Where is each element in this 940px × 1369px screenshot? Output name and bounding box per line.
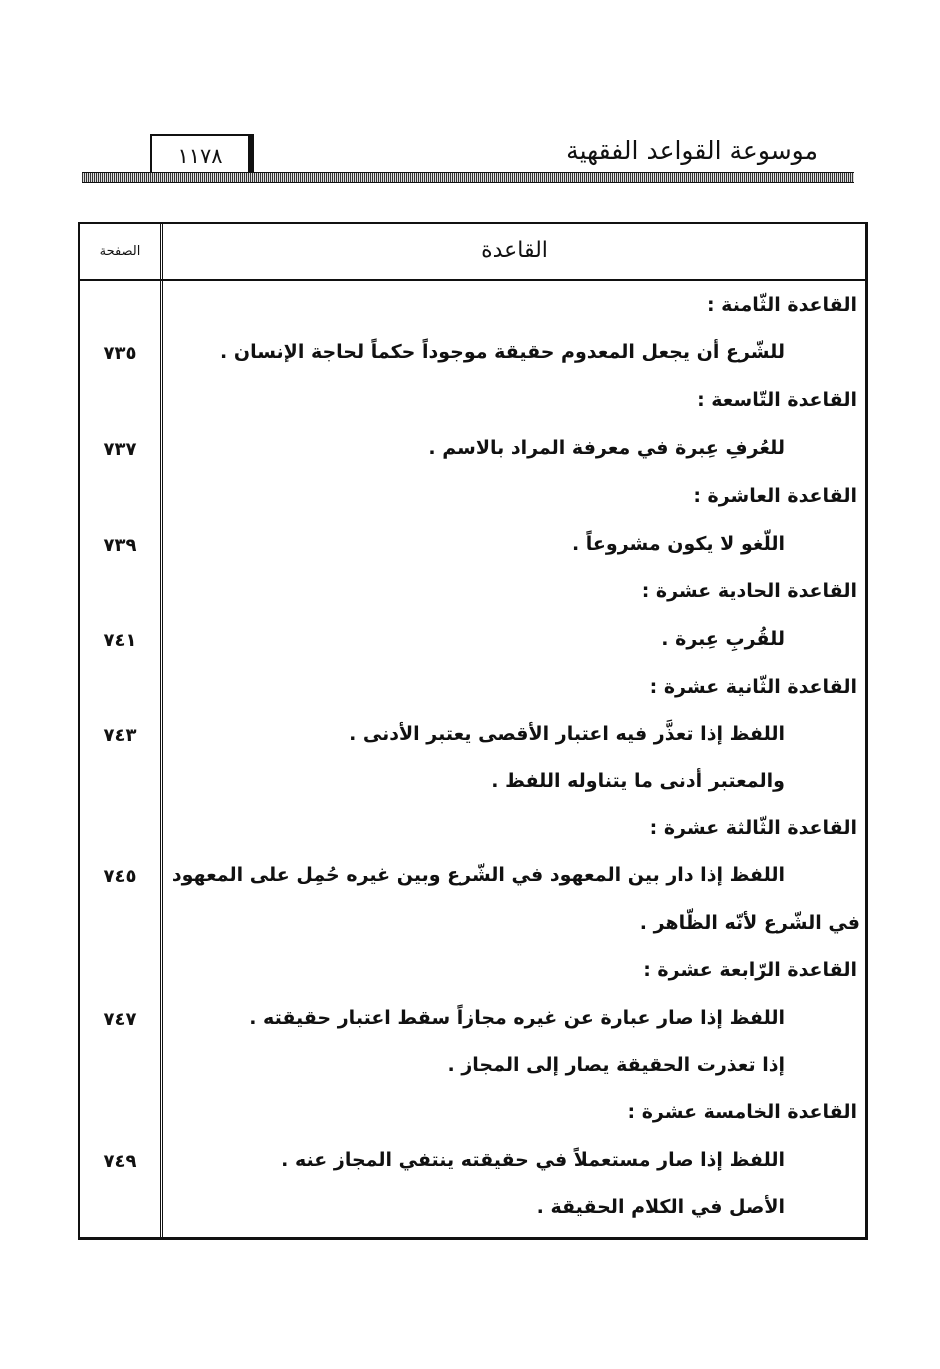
rule-text: اللّغو لا يكون مشروعاً .	[571, 533, 785, 555]
page-ref: ٧٤٩	[103, 1151, 137, 1172]
rule-text: للقُربِ عِبرة .	[661, 628, 785, 650]
rule-heading: القاعدة التّاسعة :	[697, 389, 857, 411]
rule-text: الأصل في الكلام الحقيقة .	[536, 1196, 785, 1218]
toc-table	[78, 222, 868, 1240]
rule-text: للعُرفِ عِبرة في معرفة المراد بالاسم .	[428, 437, 785, 459]
column-header-page: الصفحة	[99, 244, 141, 259]
page-ref: ٧٤٥	[103, 866, 137, 887]
book-title: موسوعة القواعد الفقهية	[566, 136, 818, 165]
rule-text: اللفظ إذا صار مستعملاً في حقيقته ينتفي المجاز عنه .	[281, 1149, 785, 1171]
rule-heading: القاعدة العاشرة :	[693, 485, 857, 507]
header-rule	[82, 172, 854, 183]
column-header-rule: القاعدة	[481, 238, 548, 263]
rule-text: للشّرع أن يجعل المعدوم حقيقة موجوداً حكماً لحاجة الإنسان .	[220, 341, 785, 363]
rule-heading: القاعدة الثّامنة :	[706, 294, 857, 316]
rule-text: اللفظ إذا تعذَّر فيه اعتبار الأقصى يعتبر الأدنى .	[349, 723, 785, 745]
page-ref: ٧٣٥	[103, 343, 137, 364]
rule-heading: القاعدة الحادية عشرة :	[641, 580, 857, 602]
rule-text: والمعتبر أدنى ما يتناوله اللفظ .	[491, 770, 785, 792]
page-ref: ٧٣٩	[103, 535, 137, 556]
page-ref: ٧٣٧	[103, 439, 137, 460]
page-ref: ٧٤١	[103, 630, 137, 651]
page-ref: ٧٤٧	[103, 1009, 137, 1030]
rule-text: إذا تعذرت الحقيقة يصار إلى المجاز .	[447, 1054, 785, 1076]
rule-heading: القاعدة الخامسة عشرة :	[627, 1101, 857, 1123]
header-divider	[80, 279, 865, 281]
page-ref: ٧٤٣	[103, 725, 137, 746]
rule-heading: القاعدة الثّانية عشرة :	[649, 676, 857, 698]
page-number: ١١٧٨	[150, 134, 254, 176]
rule-heading: القاعدة الرّابعة عشرة :	[643, 959, 857, 981]
rule-text-continuation: في الشّرع لأنّه الظّاهر .	[639, 912, 860, 934]
rule-heading: القاعدة الثّالثة عشرة :	[649, 817, 857, 839]
column-divider	[160, 224, 163, 1237]
rule-text: اللفظ إذا صار عبارة عن غيره مجازاً سقط اعتبار حقيقته .	[249, 1007, 785, 1029]
rule-text: اللفظ إذا دار بين المعهود في الشّرع وبين غيره حُمِل على المعهود	[171, 864, 785, 886]
